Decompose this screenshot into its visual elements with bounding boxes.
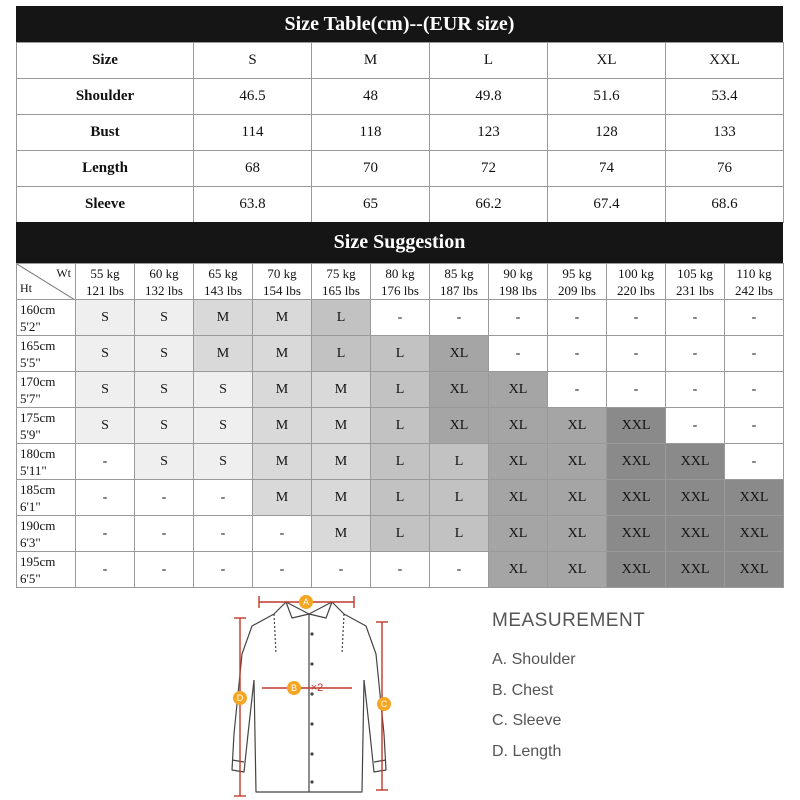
weight-kg: 105 kg — [677, 265, 713, 281]
suggestion-cell: L — [312, 300, 371, 336]
suggestion-cell: - — [430, 552, 489, 588]
height-ft: 5'11" — [20, 462, 47, 478]
suggestion-cell: S — [76, 300, 135, 336]
suggestion-cell: - — [666, 336, 725, 372]
size-value-cell: 67.4 — [548, 187, 666, 223]
height-row — [17, 516, 784, 552]
weight-lbs: 198 lbs — [499, 282, 537, 298]
marker-b-multiplier: ×2 — [310, 682, 324, 694]
height-cm: 185cm — [20, 481, 56, 497]
size-header-label: Size — [17, 43, 194, 79]
height-row — [17, 444, 784, 480]
suggestion-cell: XL — [548, 444, 607, 480]
suggestion-cell: - — [371, 552, 430, 588]
size-value-cell: 72 — [430, 151, 548, 187]
suggestion-cell: XXL — [666, 552, 725, 588]
height-cm: 180cm — [20, 445, 56, 461]
suggestion-cell: XL — [489, 516, 548, 552]
size-value-cell: 74 — [548, 151, 666, 187]
height-label-cell — [17, 408, 76, 444]
size-row-label: Sleeve — [17, 187, 194, 223]
suggestion-cell: XL — [548, 480, 607, 516]
suggestion-cell: - — [725, 444, 784, 480]
weight-lbs: 121 lbs — [86, 282, 124, 298]
weight-lbs: 187 lbs — [440, 282, 478, 298]
weight-lbs: 143 lbs — [204, 282, 242, 298]
height-label-cell — [17, 336, 76, 372]
suggestion-cell: S — [76, 336, 135, 372]
size-value-cell: 128 — [548, 115, 666, 151]
height-label-cell — [17, 480, 76, 516]
size-value-cell: 118 — [312, 115, 430, 151]
size-value-cell: 48 — [312, 79, 430, 115]
suggestion-cell: S — [135, 372, 194, 408]
suggestion-cell: - — [76, 516, 135, 552]
height-label-cell — [17, 300, 76, 336]
height-cm: 160cm — [20, 301, 56, 317]
suggestion-cell: - — [548, 336, 607, 372]
weight-lbs: 132 lbs — [145, 282, 183, 298]
suggestion-cell: - — [135, 552, 194, 588]
size-value-cell: 66.2 — [430, 187, 548, 223]
weight-kg: 90 kg — [503, 265, 533, 281]
suggestion-cell: XXL — [666, 516, 725, 552]
marker-b: B — [290, 683, 298, 693]
suggestion-cell: S — [194, 372, 253, 408]
size-row-label: Length — [17, 151, 194, 187]
size-row-label: Bust — [17, 115, 194, 151]
suggestion-cell: - — [725, 336, 784, 372]
suggestion-cell: S — [135, 444, 194, 480]
weight-kg: 65 kg — [208, 265, 238, 281]
suggestion-cell: M — [253, 480, 312, 516]
suggestion-cell: XXL — [607, 516, 666, 552]
size-value-cell: 49.8 — [430, 79, 548, 115]
height-cm: 170cm — [20, 373, 56, 389]
weight-lbs: 176 lbs — [381, 282, 419, 298]
height-cm: 190cm — [20, 517, 56, 533]
size-value-cell: 65 — [312, 187, 430, 223]
suggestion-cell: XL — [548, 516, 607, 552]
marker-d: D — [236, 693, 244, 703]
suggestion-cell: - — [489, 300, 548, 336]
suggestion-cell: - — [489, 336, 548, 372]
suggestion-cell: M — [194, 300, 253, 336]
suggestion-cell: M — [312, 516, 371, 552]
suggestion-cell: S — [194, 444, 253, 480]
weight-kg: 70 kg — [267, 265, 297, 281]
weight-header-row — [17, 264, 784, 300]
size-value-cell: 53.4 — [666, 79, 784, 115]
size-value-cell: 68 — [194, 151, 312, 187]
weight-header-cell — [430, 264, 489, 300]
size-row-label: Shoulder — [17, 79, 194, 115]
suggestion-cell: L — [371, 408, 430, 444]
height-ft: 5'9" — [20, 426, 41, 442]
suggestion-cell: XL — [548, 408, 607, 444]
suggestion-cell: - — [548, 372, 607, 408]
suggestion-cell: - — [725, 408, 784, 444]
shirt-buttons — [310, 632, 313, 783]
weight-header-cell — [371, 264, 430, 300]
size-table — [16, 42, 784, 223]
weight-lbs: 209 lbs — [558, 282, 596, 298]
size-table-title: Size Table(cm)--(EUR size) — [16, 6, 783, 42]
weight-kg: 85 kg — [444, 265, 474, 281]
suggestion-cell: M — [253, 408, 312, 444]
measurement-title: MEASUREMENT — [492, 610, 646, 631]
height-ft: 6'5" — [20, 570, 41, 586]
weight-lbs: 154 lbs — [263, 282, 301, 298]
size-value-cell: 51.6 — [548, 79, 666, 115]
suggestion-cell: L — [430, 480, 489, 516]
suggestion-cell: XXL — [607, 552, 666, 588]
suggestion-cell: XXL — [666, 480, 725, 516]
height-label-cell — [17, 516, 76, 552]
suggestion-cell: M — [253, 300, 312, 336]
suggestion-cell: L — [371, 336, 430, 372]
suggestion-cell: - — [607, 300, 666, 336]
suggestion-cell: - — [76, 480, 135, 516]
suggestion-cell: XXL — [725, 552, 784, 588]
suggestion-cell: S — [76, 372, 135, 408]
weight-lbs: 220 lbs — [617, 282, 655, 298]
height-label-cell — [17, 552, 76, 588]
suggestion-cell: S — [135, 336, 194, 372]
weight-lbs: 165 lbs — [322, 282, 360, 298]
suggestion-cell: XL — [548, 552, 607, 588]
suggestion-cell: - — [371, 300, 430, 336]
suggestion-cell: - — [607, 372, 666, 408]
suggestion-cell: - — [312, 552, 371, 588]
suggestion-cell: S — [135, 300, 194, 336]
weight-header-cell — [253, 264, 312, 300]
weight-kg: 80 kg — [385, 265, 415, 281]
suggestion-cell: L — [430, 444, 489, 480]
corner-ht-label: Ht — [20, 281, 32, 295]
marker-a: A — [302, 597, 310, 607]
suggestion-cell: XXL — [607, 408, 666, 444]
suggestion-cell: - — [76, 552, 135, 588]
suggestion-cell: - — [666, 372, 725, 408]
height-row — [17, 300, 784, 336]
height-row — [17, 552, 784, 588]
height-cm: 195cm — [20, 553, 56, 569]
suggestion-cell: M — [312, 408, 371, 444]
height-label-cell — [17, 372, 76, 408]
suggestion-cell: - — [76, 444, 135, 480]
weight-header-cell — [607, 264, 666, 300]
size-header-cell: M — [312, 43, 430, 79]
size-value-cell: 123 — [430, 115, 548, 151]
suggestion-cell: M — [312, 444, 371, 480]
weight-kg: 75 kg — [326, 265, 356, 281]
suggestion-cell: - — [666, 300, 725, 336]
size-row — [17, 79, 784, 115]
suggestion-cell: - — [194, 516, 253, 552]
suggestion-cell: XL — [489, 552, 548, 588]
suggestion-cell: - — [253, 516, 312, 552]
height-row — [17, 336, 784, 372]
suggestion-cell: - — [135, 480, 194, 516]
weight-kg: 95 kg — [562, 265, 592, 281]
measurement-item-length: D. Length — [492, 742, 562, 760]
suggestion-cell: M — [312, 480, 371, 516]
suggestion-cell: S — [76, 408, 135, 444]
suggestion-cell: L — [371, 372, 430, 408]
suggestion-cell: XL — [430, 336, 489, 372]
weight-header-cell — [194, 264, 253, 300]
suggestion-cell: - — [607, 336, 666, 372]
size-header-cell: L — [430, 43, 548, 79]
height-label-cell — [17, 444, 76, 480]
size-value-cell: 63.8 — [194, 187, 312, 223]
size-suggestion-table — [16, 263, 784, 588]
suggestion-cell: - — [548, 300, 607, 336]
size-header-cell: XXL — [666, 43, 784, 79]
measurement-item-sleeve: C. Sleeve — [492, 712, 562, 729]
suggestion-cell: XXL — [607, 444, 666, 480]
suggestion-cell: XL — [489, 480, 548, 516]
size-header-row — [17, 43, 784, 79]
weight-kg: 55 kg — [90, 265, 120, 281]
size-value-cell: 133 — [666, 115, 784, 151]
size-row — [17, 187, 784, 223]
weight-header-cell — [725, 264, 784, 300]
suggestion-cell: L — [312, 336, 371, 372]
weight-lbs: 242 lbs — [735, 282, 773, 298]
suggestion-cell: M — [194, 336, 253, 372]
weight-header-cell — [76, 264, 135, 300]
height-ft: 5'7" — [20, 390, 41, 406]
suggestion-cell: XXL — [607, 480, 666, 516]
suggestion-cell: L — [371, 516, 430, 552]
suggestion-cell: - — [666, 408, 725, 444]
suggestion-cell: S — [194, 408, 253, 444]
weight-header-cell — [548, 264, 607, 300]
height-cm: 165cm — [20, 337, 56, 353]
height-row — [17, 372, 784, 408]
height-row — [17, 480, 784, 516]
suggestion-cell: M — [253, 336, 312, 372]
measurement-item-shoulder: A. Shoulder — [492, 651, 576, 668]
suggestion-cell: - — [725, 300, 784, 336]
marker-c: C — [380, 699, 388, 709]
height-row — [17, 408, 784, 444]
suggestion-cell: - — [725, 372, 784, 408]
size-value-cell: 46.5 — [194, 79, 312, 115]
height-ft: 5'2" — [20, 318, 41, 334]
size-value-cell: 114 — [194, 115, 312, 151]
measurement-item-chest: B. Chest — [492, 681, 554, 699]
corner-wt-label: Wt — [56, 266, 71, 280]
suggestion-cell: M — [253, 444, 312, 480]
weight-header-cell — [489, 264, 548, 300]
suggestion-cell: L — [430, 516, 489, 552]
weight-header-cell — [666, 264, 725, 300]
wt-ht-corner — [17, 264, 76, 300]
weight-header-cell — [135, 264, 194, 300]
suggestion-cell: XL — [430, 408, 489, 444]
suggestion-cell: XL — [489, 408, 548, 444]
size-value-cell: 76 — [666, 151, 784, 187]
suggestion-cell: M — [253, 372, 312, 408]
suggestion-cell: S — [135, 408, 194, 444]
size-row — [17, 151, 784, 187]
height-ft: 6'3" — [20, 534, 41, 550]
size-header-cell: XL — [548, 43, 666, 79]
weight-header-cell — [312, 264, 371, 300]
height-ft: 6'1" — [20, 498, 41, 514]
size-value-cell: 68.6 — [666, 187, 784, 223]
size-suggestion-title: Size Suggestion — [16, 222, 783, 263]
suggestion-cell: - — [194, 480, 253, 516]
suggestion-cell: M — [312, 372, 371, 408]
height-ft: 5'5" — [20, 354, 41, 370]
suggestion-cell: XL — [489, 444, 548, 480]
height-cm: 175cm — [20, 409, 56, 425]
suggestion-cell: XXL — [666, 444, 725, 480]
suggestion-cell: L — [371, 444, 430, 480]
weight-kg: 100 kg — [618, 265, 654, 281]
shirt-measurement-diagram — [214, 584, 404, 798]
suggestion-cell: XXL — [725, 516, 784, 552]
size-row — [17, 115, 784, 151]
suggestion-cell: XL — [430, 372, 489, 408]
weight-lbs: 231 lbs — [676, 282, 714, 298]
suggestion-cell: XL — [489, 372, 548, 408]
suggestion-cell: L — [371, 480, 430, 516]
suggestion-cell: - — [430, 300, 489, 336]
suggestion-cell: - — [135, 516, 194, 552]
suggestion-cell: - — [194, 552, 253, 588]
suggestion-cell: - — [253, 552, 312, 588]
size-header-cell: S — [194, 43, 312, 79]
weight-kg: 110 kg — [736, 265, 772, 281]
size-value-cell: 70 — [312, 151, 430, 187]
suggestion-cell: XXL — [725, 480, 784, 516]
measurement-list — [492, 651, 576, 773]
weight-kg: 60 kg — [149, 265, 179, 281]
